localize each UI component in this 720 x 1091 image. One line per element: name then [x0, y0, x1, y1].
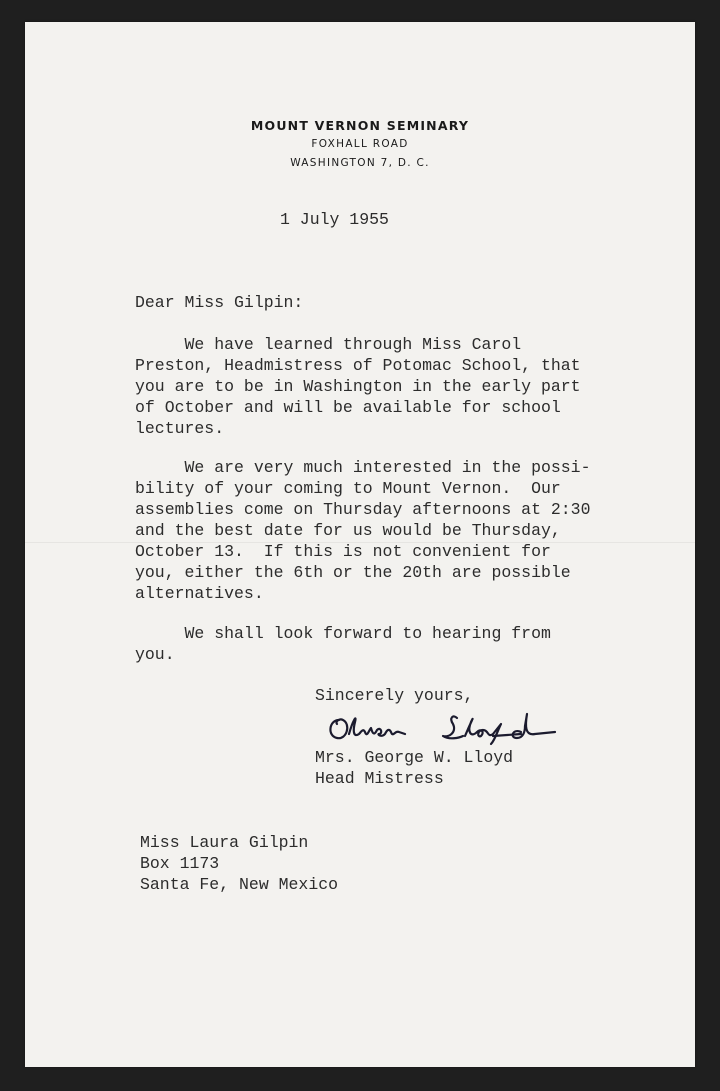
body-paragraph-3: We shall look forward to hearing from you. [135, 624, 551, 664]
salutation: Dear Miss Gilpin: [135, 293, 304, 312]
letterhead-city: WASHINGTON 7, D. C. [290, 157, 430, 169]
closing: Sincerely yours, [315, 686, 474, 705]
signer-title: Head Mistress [315, 769, 444, 788]
letterhead-road: FOXHALL ROAD [311, 138, 409, 150]
recipient-box: Box 1173 [140, 854, 220, 873]
signature-strokes [330, 714, 555, 744]
recipient-city: Santa Fe, New Mexico [140, 875, 339, 894]
letterhead-name: MOUNT VERNON SEMINARY [250, 118, 470, 133]
signer-name: Mrs. George W. Lloyd [315, 748, 514, 767]
body-paragraph-2: We are very much interested in the possi- bility of your coming to Mount Vernon. Our assemblies come on Thursday afternoons at 2:30 and the best date for us would be Thursday, October 13. If this is not convenient for you, either the 6th or the 20th are possible alternatives. [135, 458, 591, 603]
handwritten-signature [325, 710, 565, 746]
signer-block [315, 747, 513, 789]
recipient-name: Miss Laura Gilpin [140, 833, 309, 852]
recipient-address [140, 832, 338, 895]
letter-page [25, 22, 695, 1067]
letter-date: 1 July 1955 [280, 210, 389, 229]
body-paragraph-1: We have learned through Miss Carol Preston, Headmistress of Potomac School, that you are to be in Washington in the early part of October and will be available for school lectures. [135, 335, 581, 438]
letterhead [25, 118, 695, 169]
